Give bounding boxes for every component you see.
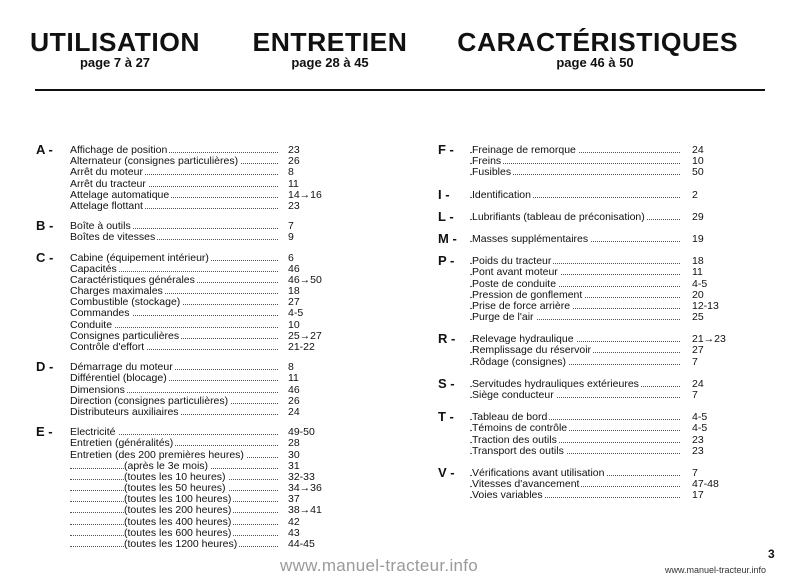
- index-group: [36, 249, 322, 354]
- entry-page: 38→41: [288, 504, 322, 517]
- index-letter: E -: [36, 424, 53, 440]
- section-utilisation: [30, 28, 200, 70]
- index-entry: [438, 186, 738, 202]
- index-letter: M -: [438, 230, 457, 246]
- entry-label: Différentiel (blocage): [70, 372, 167, 385]
- index-entry: [438, 490, 738, 501]
- entry-label: Contrôle d'effort: [70, 341, 145, 353]
- entry-label: Arrêt du tracteur: [70, 177, 146, 190]
- entry-page: 37: [288, 493, 300, 506]
- index-group: [438, 142, 738, 179]
- entry-page: 23: [288, 144, 300, 156]
- entry-label: Pression de gonflement: [472, 288, 583, 301]
- entry-label: (toutes les 600 heures): [124, 526, 232, 539]
- entry-page: 42: [288, 515, 300, 528]
- entry-label: (toutes les 1200 heures): [124, 538, 238, 550]
- entry-page: 46: [288, 262, 300, 275]
- entry-label: Servitudes hydrauliques extérieures: [472, 377, 639, 390]
- entry-label: Alternateur (consignes particulières): [70, 155, 239, 168]
- entry-label: (toutes les 400 heures): [124, 515, 232, 528]
- index-letter: T -: [438, 409, 454, 425]
- entry-label: Freinage de remorque: [472, 144, 576, 156]
- index-entry: [438, 357, 738, 368]
- entry-page: 27: [692, 344, 704, 357]
- entry-page: 23: [692, 433, 704, 446]
- section-entretien: [250, 28, 410, 70]
- entry-page: 8: [288, 361, 294, 374]
- entry-label: Poids du tracteur: [472, 255, 552, 268]
- index-entry: [36, 373, 304, 384]
- index-entry: [438, 345, 738, 356]
- entry-label: Poste de conduite: [472, 277, 557, 290]
- entry-label: Direction (consignes particulières): [70, 394, 229, 407]
- index-group: [438, 331, 738, 368]
- entry-label: Remplissage du réservoir: [472, 344, 592, 357]
- index-entry: [36, 450, 304, 461]
- entry-page: 4-5: [692, 411, 708, 424]
- entry-page: 4-5: [692, 277, 708, 290]
- index-entry: [438, 312, 738, 323]
- section-title: UTILISATION: [29, 27, 201, 57]
- entry-page: 7: [692, 466, 698, 479]
- entry-label: Entretien (généralités): [70, 437, 174, 450]
- index-right-column: [438, 142, 738, 502]
- entry-page: 49-50: [288, 426, 315, 439]
- entry-label: Voies variables: [472, 489, 543, 502]
- entry-page: 50: [692, 166, 704, 179]
- entry-page: 7: [692, 355, 698, 368]
- entry-label: Traction des outils: [472, 433, 557, 446]
- entry-page: 11: [288, 177, 299, 190]
- entry-page: 46→50: [288, 273, 322, 286]
- index-letter: B -: [36, 218, 54, 234]
- index-letter: P -: [438, 253, 455, 269]
- section-page-range: page 28 à 45: [291, 55, 369, 70]
- entry-page: 34→36: [288, 482, 322, 495]
- entry-label: Charges maximales: [70, 285, 163, 298]
- entry-page: 21→23: [692, 333, 726, 346]
- index-group: [438, 253, 738, 324]
- index-letter: S -: [438, 375, 455, 391]
- entry-label: Pont avant moteur: [472, 266, 558, 279]
- entry-label: Démarrage du moteur: [70, 361, 173, 374]
- index-entry: [438, 167, 738, 178]
- entry-label: Attelage automatique: [70, 188, 170, 201]
- index-group: [36, 424, 322, 550]
- entry-page: 12-13: [692, 299, 719, 312]
- index-letter: R -: [438, 331, 456, 347]
- watermark: www.manuel-tracteur.info: [280, 556, 479, 575]
- entry-label: Prise de force arrière: [472, 299, 571, 312]
- index-entry: [36, 438, 304, 449]
- index-group: [438, 409, 738, 457]
- index-entry: [438, 423, 738, 434]
- entry-label: Cabine (équipement intérieur): [70, 251, 209, 264]
- entry-label: (après le 3e mois): [124, 459, 209, 472]
- index-group: [36, 218, 304, 244]
- index-entry: [438, 208, 738, 224]
- index-entry: [36, 407, 304, 418]
- index-entry: [36, 201, 304, 212]
- entry-page: 32-33: [288, 470, 315, 483]
- entry-label: Consignes particulières: [70, 329, 180, 342]
- entry-label: Boîtes de vitesses: [70, 231, 156, 244]
- entry-label: Transport des outils: [472, 444, 564, 457]
- entry-page: 10: [288, 318, 300, 331]
- index-entry: [36, 538, 315, 550]
- index-entry: [438, 446, 738, 457]
- entry-page: 24: [692, 144, 704, 156]
- entry-page: 9: [288, 231, 294, 244]
- entry-label: Fusibles: [472, 166, 512, 179]
- entry-label: Capacités: [70, 262, 117, 275]
- footer-url: www.manuel-tracteur.info: [665, 565, 767, 575]
- index-entry: [438, 230, 738, 246]
- entry-label: Arrêt du moteur: [70, 166, 143, 179]
- index-group: [438, 208, 738, 224]
- index-letter: A -: [36, 142, 53, 157]
- entry-page: 17: [692, 489, 704, 502]
- entry-label: Masses supplémentaires: [472, 232, 589, 245]
- index-entry: [438, 267, 738, 278]
- entry-label: Attelage flottant: [70, 199, 143, 212]
- entry-page: 11: [288, 372, 299, 385]
- page-number: 3: [768, 547, 775, 561]
- index-group: [36, 359, 304, 418]
- entry-label: Commandes: [70, 307, 130, 320]
- index-entry: [36, 504, 322, 517]
- entry-label: Identification: [472, 188, 531, 201]
- entry-page: 47-48: [692, 478, 719, 491]
- entry-page: 8: [288, 166, 294, 179]
- entry-label: Dimensions: [70, 383, 125, 396]
- index-letter: V -: [438, 464, 455, 480]
- entry-page: 26: [288, 394, 300, 407]
- entry-page: 27: [288, 296, 300, 309]
- section-page-range: page 46 à 50: [556, 55, 634, 70]
- entry-label: Conduite: [70, 318, 113, 331]
- index-entry: [36, 341, 315, 353]
- entry-page: 29: [692, 210, 704, 223]
- entry-page: 18: [692, 255, 704, 268]
- index-entry: [438, 279, 738, 290]
- entry-page: 18: [288, 285, 300, 298]
- index-group: [438, 186, 738, 202]
- entry-page: 28: [288, 437, 300, 450]
- entry-page: 46: [288, 383, 300, 396]
- index-letter: D -: [36, 359, 54, 375]
- entry-label: Vérifications avant utilisation: [472, 466, 605, 479]
- entry-label: (toutes les 200 heures): [124, 504, 232, 517]
- entry-label: Témoins de contrôle: [472, 422, 568, 435]
- index-letter: C -: [36, 249, 54, 265]
- entry-label: Combustible (stockage): [70, 296, 181, 309]
- entry-label: (toutes les 100 heures): [124, 493, 232, 506]
- entry-page: 24: [692, 377, 704, 390]
- entry-page: 25→27: [288, 329, 322, 342]
- index-group: [36, 142, 322, 212]
- entry-page: 4-5: [692, 422, 708, 435]
- index-entry: [438, 390, 738, 401]
- entry-page: 44-45: [288, 538, 315, 550]
- index-entry: [36, 232, 304, 243]
- index-letter: F -: [438, 142, 454, 157]
- entry-page: 31: [288, 459, 300, 472]
- entry-label: Relevage hydraulique: [472, 333, 574, 346]
- index-left-column: [36, 142, 322, 550]
- entry-page: 24: [288, 405, 300, 418]
- section-page-range: page 7 à 27: [79, 55, 151, 70]
- entry-page: 7: [692, 389, 698, 401]
- entry-page: 30: [288, 448, 300, 461]
- entry-label: Boîte à outils: [70, 220, 131, 233]
- index-group: [438, 375, 738, 401]
- section-title: ENTRETIEN: [252, 27, 408, 57]
- entry-page: 4-5: [288, 307, 304, 320]
- section-title: CARACTÉRISTIQUES: [457, 27, 739, 57]
- entry-label: Electricité: [70, 426, 116, 439]
- entry-page: 6: [288, 251, 294, 264]
- entry-page: 23: [288, 199, 300, 212]
- entry-label: Caractéristiques générales: [70, 273, 195, 286]
- entry-label: Affichage de position: [70, 144, 168, 156]
- index-group: [438, 464, 738, 502]
- entry-page: 43: [288, 526, 300, 539]
- entry-page: 7: [288, 220, 294, 233]
- entry-label: (toutes les 10 heures): [124, 470, 226, 483]
- index-entry: [36, 167, 304, 178]
- entry-page: 23: [692, 444, 704, 457]
- entry-label: Distributeurs auxiliaires: [70, 405, 179, 418]
- entry-page: 21-22: [288, 341, 315, 353]
- section-caracteristiques: [457, 27, 739, 70]
- entry-label: Purge de l'air: [472, 311, 534, 324]
- entry-label: Vitesses d'avancement: [472, 478, 580, 491]
- entry-page: 19: [692, 232, 704, 245]
- entry-label: Tableau de bord: [472, 411, 548, 424]
- entry-label: Lubrifiants (tableau de préconisation): [472, 210, 645, 223]
- entry-page: 20: [692, 288, 704, 301]
- entry-page: 14→16: [288, 188, 322, 201]
- entry-label: (toutes les 50 heures): [124, 482, 226, 495]
- index-letter: I -: [438, 186, 450, 202]
- index-entry: [36, 308, 304, 319]
- entry-page: 26: [288, 155, 300, 168]
- entry-label: Siège conducteur: [472, 389, 554, 401]
- entry-page: 25: [692, 311, 704, 324]
- index-entry: [36, 249, 304, 265]
- entry-label: Rôdage (consignes): [472, 355, 566, 368]
- header-divider: [35, 89, 765, 91]
- index-group: [438, 230, 738, 246]
- index-letter: L -: [438, 208, 454, 224]
- entry-page: 10: [692, 155, 704, 168]
- entry-page: 2: [692, 188, 698, 201]
- entry-page: 11: [692, 266, 703, 279]
- entry-label: Freins: [472, 155, 502, 168]
- entry-label: Entretien (des 200 premières heures): [70, 448, 244, 461]
